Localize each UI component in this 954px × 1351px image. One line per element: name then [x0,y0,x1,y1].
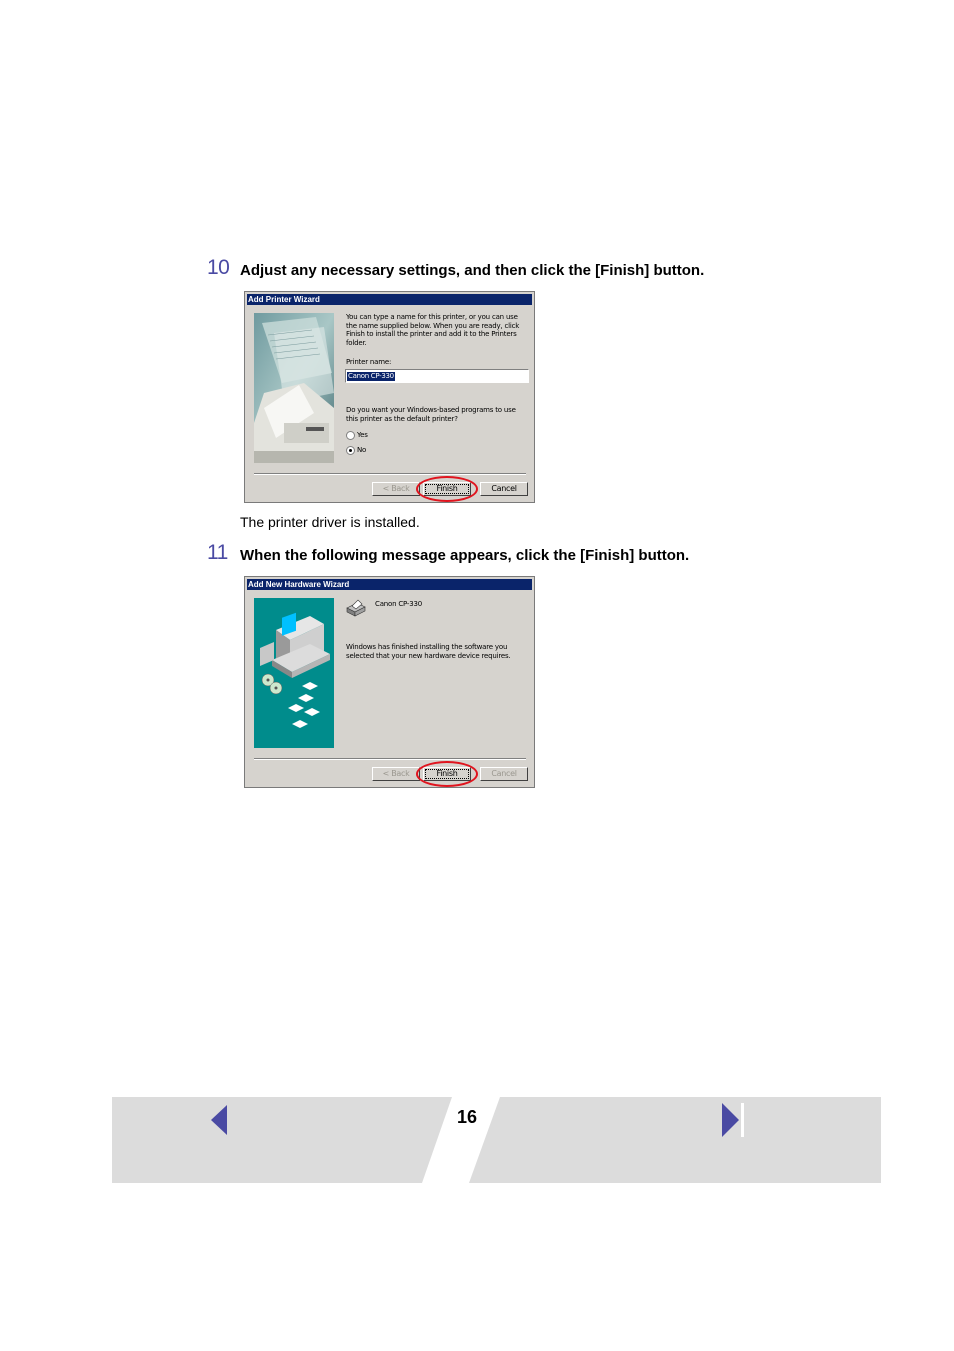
finish-button[interactable]: Finish [423,767,471,781]
add-new-hardware-wizard-dialog [244,576,535,788]
dialog-titlebar: Add New Hardware Wizard [247,579,532,590]
printer-wizard-intro-text: You can type a name for this printer, or you can use the name supplied below. When you are ready, click Finish to install the printer and add it to the Printers folder. [346,313,520,347]
radio-yes[interactable] [346,431,355,440]
finish-button[interactable]: Finish [423,482,471,496]
printer-icon [345,598,367,618]
step-10-instruction: Adjust any necessary settings, and then click the [Finish] button. [240,262,705,279]
step-number-10: 10 [207,256,230,279]
cancel-button[interactable]: Cancel [480,482,528,496]
default-printer-question: Do you want your Windows-based programs to use this printer as the default printer? [346,406,516,423]
page-number: 16 [456,1107,478,1127]
driver-installed-note: The printer driver is installed. [240,514,420,530]
dialog-separator [254,758,526,760]
previous-page-arrow-icon[interactable] [211,1105,227,1135]
radio-no[interactable] [346,446,355,455]
radio-selected-dot [349,449,352,452]
radio-no-label: No [357,446,367,454]
printer-photo-image [254,313,334,463]
printer-name-input[interactable] [345,369,529,383]
step-number-11: 11 [207,541,228,564]
finish-highlight-ring [416,761,478,787]
footer-left-panel [112,1097,452,1183]
printer-name-value: Canon CP-330 [348,372,394,380]
back-button[interactable]: < Back [372,482,420,496]
step-11-instruction: When the following message appears, click the [Finish] button. [240,547,690,564]
radio-yes-label: Yes [357,431,368,439]
dialog-titlebar: Add Printer Wizard [247,294,532,305]
next-page-arrow-icon[interactable] [722,1103,744,1137]
back-button[interactable]: < Back [372,767,420,781]
finish-highlight-ring [416,476,478,502]
device-name: Canon CP-330 [375,600,422,608]
cancel-button[interactable]: Cancel [480,767,528,781]
printer-name-label: Printer name: [346,358,392,366]
footer-right-panel [469,1097,881,1183]
dialog-separator [254,473,526,475]
add-printer-wizard-dialog [244,291,535,503]
hardware-wizard-message: Windows has finished installing the software you selected that your new hardware device requires. [346,643,511,660]
footer-nav-bar [112,1097,881,1183]
computer-setup-image [254,598,334,748]
